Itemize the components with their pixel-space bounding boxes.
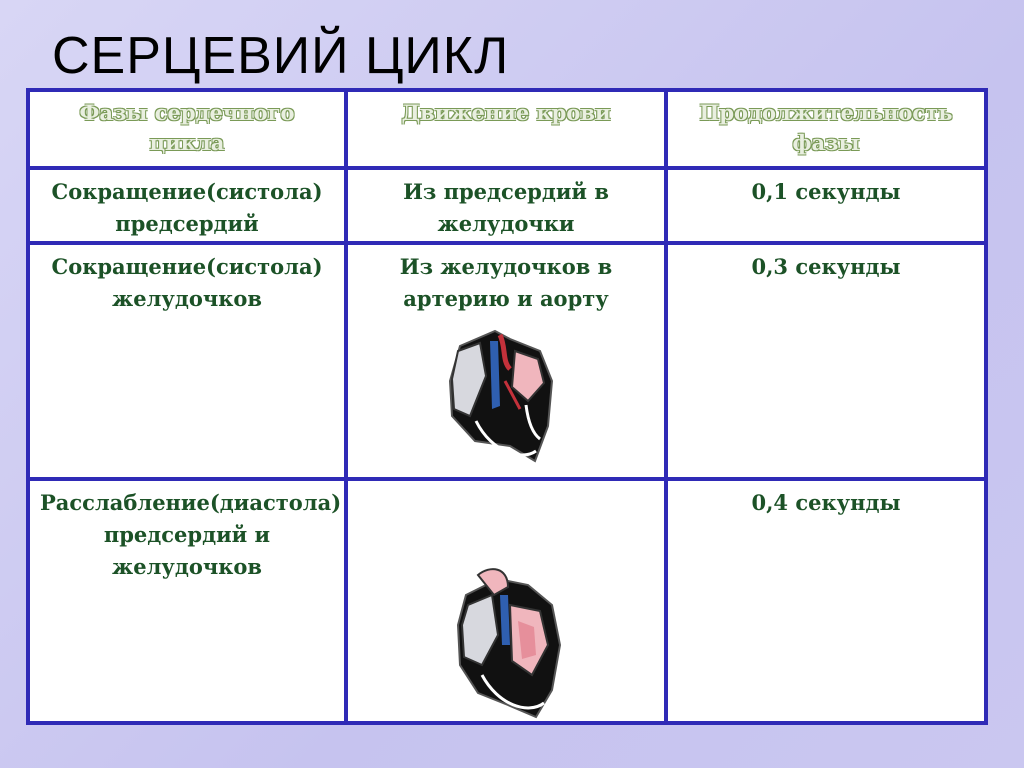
row3-movement-cell	[346, 479, 666, 723]
row1-movement: Из предсердий в желудочки	[346, 168, 666, 243]
page-title: СЕРЦЕВИЙ ЦИКЛ	[52, 27, 510, 85]
row1-phase: Сокращение(систола) предсердий	[28, 168, 346, 243]
header-duration: Продолжительность фазы	[666, 90, 986, 168]
row2-movement-cell	[346, 243, 666, 479]
table-row	[28, 243, 986, 479]
table-row	[28, 168, 986, 243]
cardiac-cycle-table	[26, 88, 988, 725]
table-row	[28, 479, 986, 723]
table-header-row	[28, 90, 986, 168]
cardiac-cycle-table-container	[26, 88, 984, 725]
header-blood-movement: Движение крови	[346, 90, 666, 168]
heart-diastole-image	[448, 565, 578, 725]
row3-phase: Расслабление(диастола) предсердий и желудочков	[28, 479, 346, 723]
row2-movement: Из желудочков в артерию и аорту	[399, 254, 613, 311]
row3-duration: 0,4 секунды	[666, 479, 986, 723]
row2-duration: 0,3 секунды	[666, 243, 986, 479]
row2-phase: Сокращение(систола) желудочков	[28, 243, 346, 479]
header-phase: Фазы сердечного цикла	[28, 90, 346, 168]
row1-duration: 0,1 секунды	[666, 168, 986, 243]
heart-systole-image	[440, 321, 570, 471]
